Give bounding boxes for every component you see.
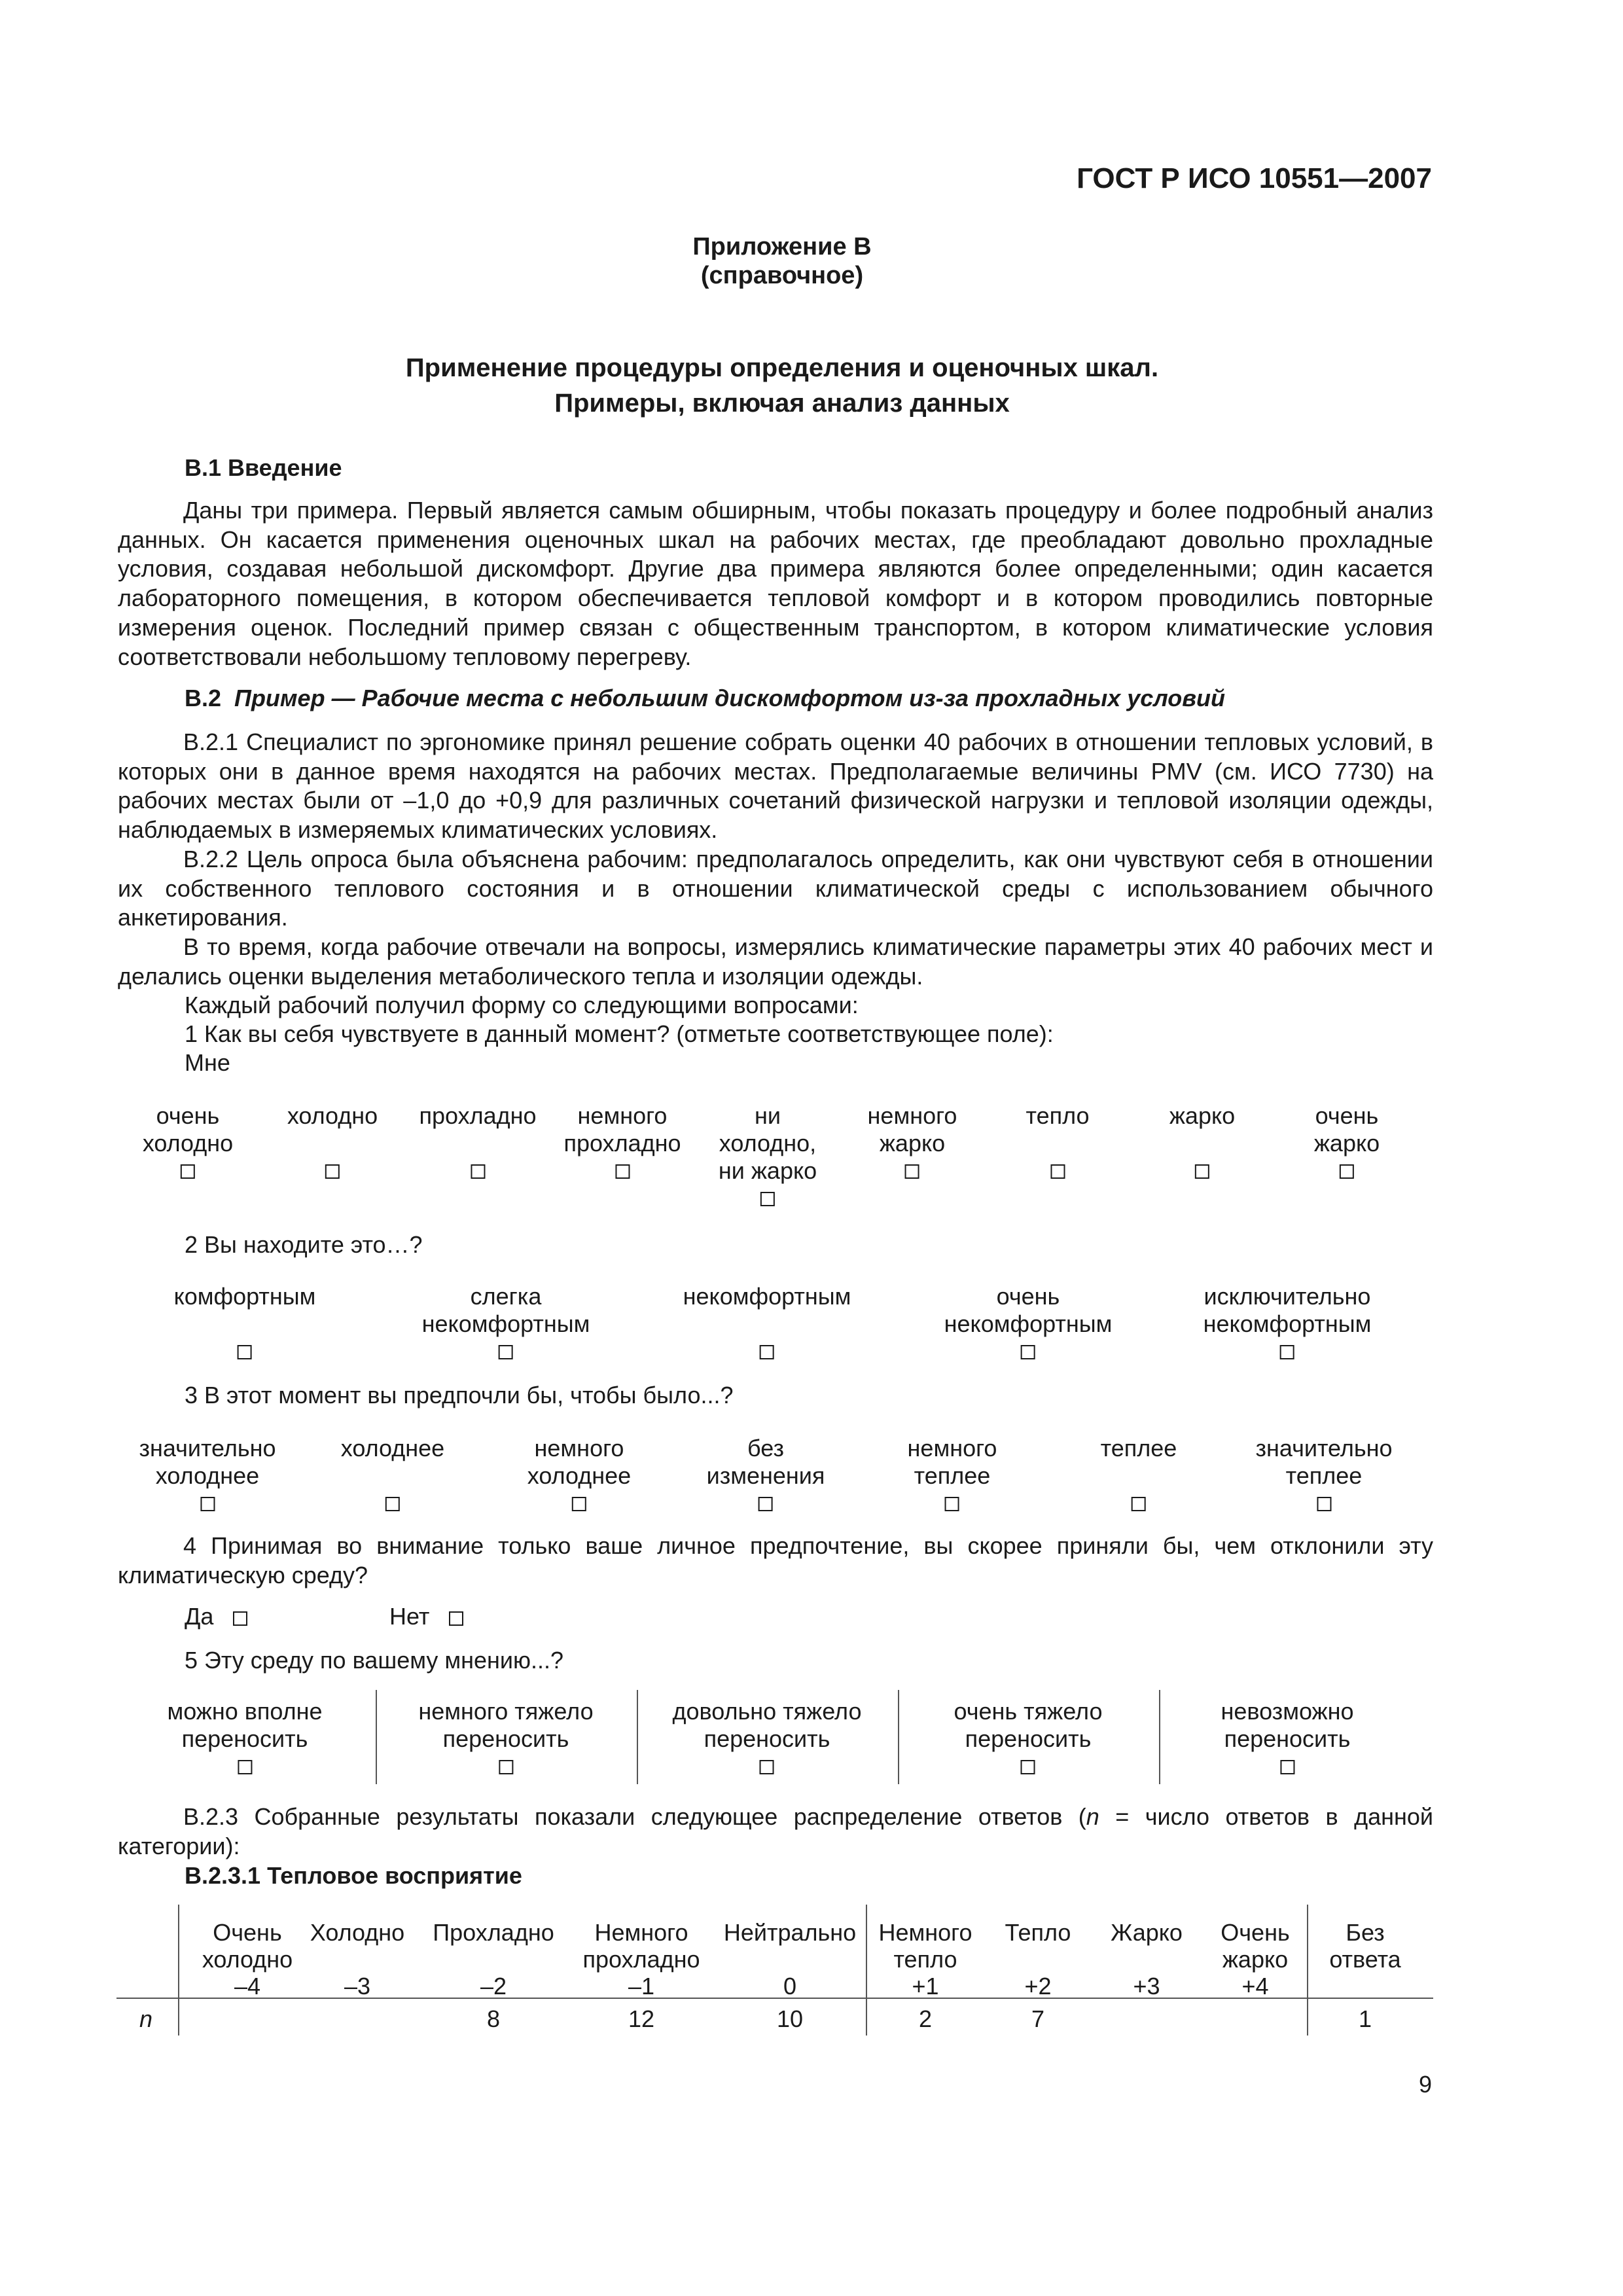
main-title-line-1: Применение процедуры определения и оценочных шкал. [405,353,1159,382]
question-1-prefix: Мне [185,1049,230,1076]
table-cell: 1 [1358,2005,1372,2032]
checkbox[interactable] [1195,1164,1209,1179]
document-id: ГОСТ Р ИСО 10551—2007 [1077,162,1432,194]
q5-option-very-difficult[interactable]: очень тяжело переносить [954,1698,1103,1780]
checkbox[interactable] [499,1760,513,1774]
checkbox[interactable] [945,1497,959,1511]
checkbox[interactable] [1132,1497,1146,1511]
q3-option-no-change[interactable]: без изменения [707,1435,825,1517]
section-b1-heading: В.1 Введение [185,454,342,481]
main-title-line-2: Примеры, включая анализ данных [554,389,1010,418]
q2-option-extremely-uncomfortable[interactable]: исключительно некомфортным [1204,1283,1372,1365]
table-header-slightly-warm: Немного тепло +1 [878,1919,972,2000]
table-divider [866,1905,867,2036]
question-5: 5 Эту среду по вашему мнению...? [185,1647,564,1674]
paragraph-b22: В.2.2 Цель опроса была объяснена рабочим: предполагалось определить, как они чувствуют себя в отношении их собственного теплового состояния и в отношении климатической среды с использованием обычного анкетирования. [118,846,1433,931]
checkbox[interactable] [1280,1345,1294,1359]
question-3: 3 В этот момент вы предпочли бы, чтобы было...? [185,1382,734,1408]
checkbox[interactable] [760,1192,775,1206]
table-header-hot: Жарко +3 [1111,1919,1183,2000]
q1-option-very-cold[interactable]: очень холодно [143,1102,233,1185]
table-divider [178,1905,179,2036]
q2-option-slightly-uncomfortable[interactable]: слегка некомфортным [422,1283,590,1365]
table-cell: 12 [628,2005,655,2032]
q5-divider [376,1690,377,1784]
q5-option-easily-tolerable[interactable]: можно вполне переносить [167,1698,322,1780]
checkbox[interactable] [200,1497,215,1511]
q5-divider [898,1690,899,1784]
q1-option-neutral[interactable]: ни холодно, ни жарко [719,1102,817,1212]
q3-option-colder[interactable]: холоднее [341,1435,444,1517]
checkbox[interactable] [325,1164,340,1179]
q2-option-very-uncomfortable[interactable]: очень некомфортным [944,1283,1113,1365]
checkbox[interactable] [449,1611,463,1626]
table-header-no-answer: Без ответа [1329,1919,1401,1973]
section-b2-number: В.2 [185,685,222,711]
checkbox[interactable] [1340,1164,1354,1179]
checkbox[interactable] [905,1164,919,1179]
checkbox[interactable] [758,1497,773,1511]
paragraph-form-intro: Каждый рабочий получил форму со следующими вопросами: [185,992,859,1018]
checkbox[interactable] [760,1760,774,1774]
section-b2-title: Пример — Рабочие места с небольшим дискомфортом из-за прохладных условий [234,685,1225,711]
q3-option-slightly-colder[interactable]: немного холоднее [527,1435,631,1517]
subsection-b231-heading: В.2.3.1 Тепловое восприятие [185,1862,522,1889]
q4-option-yes[interactable]: Да [185,1602,247,1631]
appendix-subtitle: (справочное) [700,262,864,289]
question-1: 1 Как вы себя чувствуете в данный момент? (отметьте соответствующее поле): [185,1020,1054,1047]
q3-option-warmer[interactable]: теплее [1101,1435,1177,1517]
q1-option-cool[interactable]: прохладно [419,1102,536,1185]
table-cell: 8 [486,2005,501,2032]
checkbox[interactable] [572,1497,586,1511]
section-b2-heading [185,685,1225,712]
checkbox[interactable] [760,1345,774,1359]
q5-option-slightly-difficult[interactable]: немного тяжело переносить [418,1698,593,1780]
paragraph-b21: В.2.1 Специалист по эргономике принял решение собрать оценки 40 рабочих в отношении тепловых условий, в которых они в данное время находятся на рабочих местах. Предполагаемые величины PMV (см. ИСО 7730) на рабочих местах были от –1,0 до +0,9 для различных сочетаний физической нагрузки и тепловой изоляции одежды, наблюдаемых в измеряемых климатических условиях. [118,728,1433,844]
checkbox[interactable] [1317,1497,1331,1511]
table-header-very-cold: Очень холодно –4 [202,1919,293,2000]
section-b1-text: Даны три примера. Первый является самым обширным, чтобы показать процедуру и более подробный анализ данных. Он касается применения оценочных шкал на рабочих местах, где преобладают довольно прохладные условия, создавая небольшой дискомфорт. Другие два примера являются более определенными; один касается лабораторного помещения, в котором обеспечивается тепловой комфорт и в котором проводились повторные измерения оценок. Последний пример связан с общественным транспортом, в котором климатические условия соответствовали небольшому тепловому перегреву. [118,497,1433,670]
q1-option-hot[interactable]: жарко [1169,1102,1235,1185]
checkbox[interactable] [238,1345,252,1359]
table-header-neutral: Нейтрально 0 [723,1919,857,2000]
question-2: 2 Вы находите это…? [185,1231,423,1258]
checkbox[interactable] [615,1164,630,1179]
q3-option-slightly-warmer[interactable]: немного теплее [908,1435,997,1517]
table-header-cool: Прохладно –2 [433,1919,554,2000]
checkbox[interactable] [385,1497,400,1511]
table-header-warm: Тепло +2 [1005,1919,1071,2000]
appendix-title: Приложение В [692,233,872,260]
table-cell: 10 [776,2005,804,2032]
checkbox[interactable] [471,1164,485,1179]
checkbox[interactable] [181,1164,195,1179]
table-header-very-hot: Очень жарко +4 [1221,1919,1290,2000]
q1-option-very-hot[interactable]: очень жарко [1314,1102,1380,1185]
table-cell: 7 [1031,2005,1045,2032]
q5-option-fairly-difficult[interactable]: довольно тяжело переносить [673,1698,862,1780]
q5-divider [1159,1690,1160,1784]
table-header-cold: Холодно –3 [310,1919,405,2000]
q2-option-uncomfortable[interactable]: некомфортным [683,1283,851,1365]
q1-option-slightly-hot[interactable]: немного жарко [868,1102,957,1185]
table-row-label: n [139,2005,153,2032]
q1-option-cold[interactable]: холодно [287,1102,378,1185]
checkbox[interactable] [1050,1164,1065,1179]
table-header-slightly-cool: Немного прохладно –1 [582,1919,700,2000]
checkbox[interactable] [1280,1760,1294,1774]
checkbox[interactable] [233,1611,247,1626]
q3-option-much-warmer[interactable]: значительно теплее [1255,1435,1392,1517]
table-divider [1307,1905,1308,2036]
paragraph-b22-continued: В то время, когда рабочие отвечали на вопросы, измерялись климатические параметры этих 40 рабочих мест и делались оценки выделения метаболического тепла и изоляции одежды. [118,933,1433,990]
q4-option-no[interactable]: Нет [389,1602,463,1631]
q5-option-intolerable[interactable]: невозможно переносить [1221,1698,1353,1780]
question-4: 4 Принимая во внимание только ваше личное предпочтение, вы скорее приняли бы, чем отклонили эту климатическую среду? [118,1532,1433,1588]
checkbox[interactable] [499,1345,513,1359]
q1-option-warm[interactable]: тепло [1026,1102,1089,1185]
q2-option-comfortable[interactable]: комфортным [174,1283,316,1365]
q3-option-much-colder[interactable]: значительно холоднее [139,1435,276,1517]
paragraph-b23: В.2.3 Собранные результаты показали следующее распределение ответов (n = число ответов в данной категории): [118,1803,1434,1859]
checkbox[interactable] [1021,1760,1035,1774]
table-cell: 2 [918,2005,933,2032]
checkbox[interactable] [238,1760,252,1774]
checkbox[interactable] [1021,1345,1035,1359]
q5-divider [637,1690,638,1784]
page-number: 9 [1418,2071,1432,2098]
q1-option-slightly-cool[interactable]: немного прохладно [563,1102,681,1185]
